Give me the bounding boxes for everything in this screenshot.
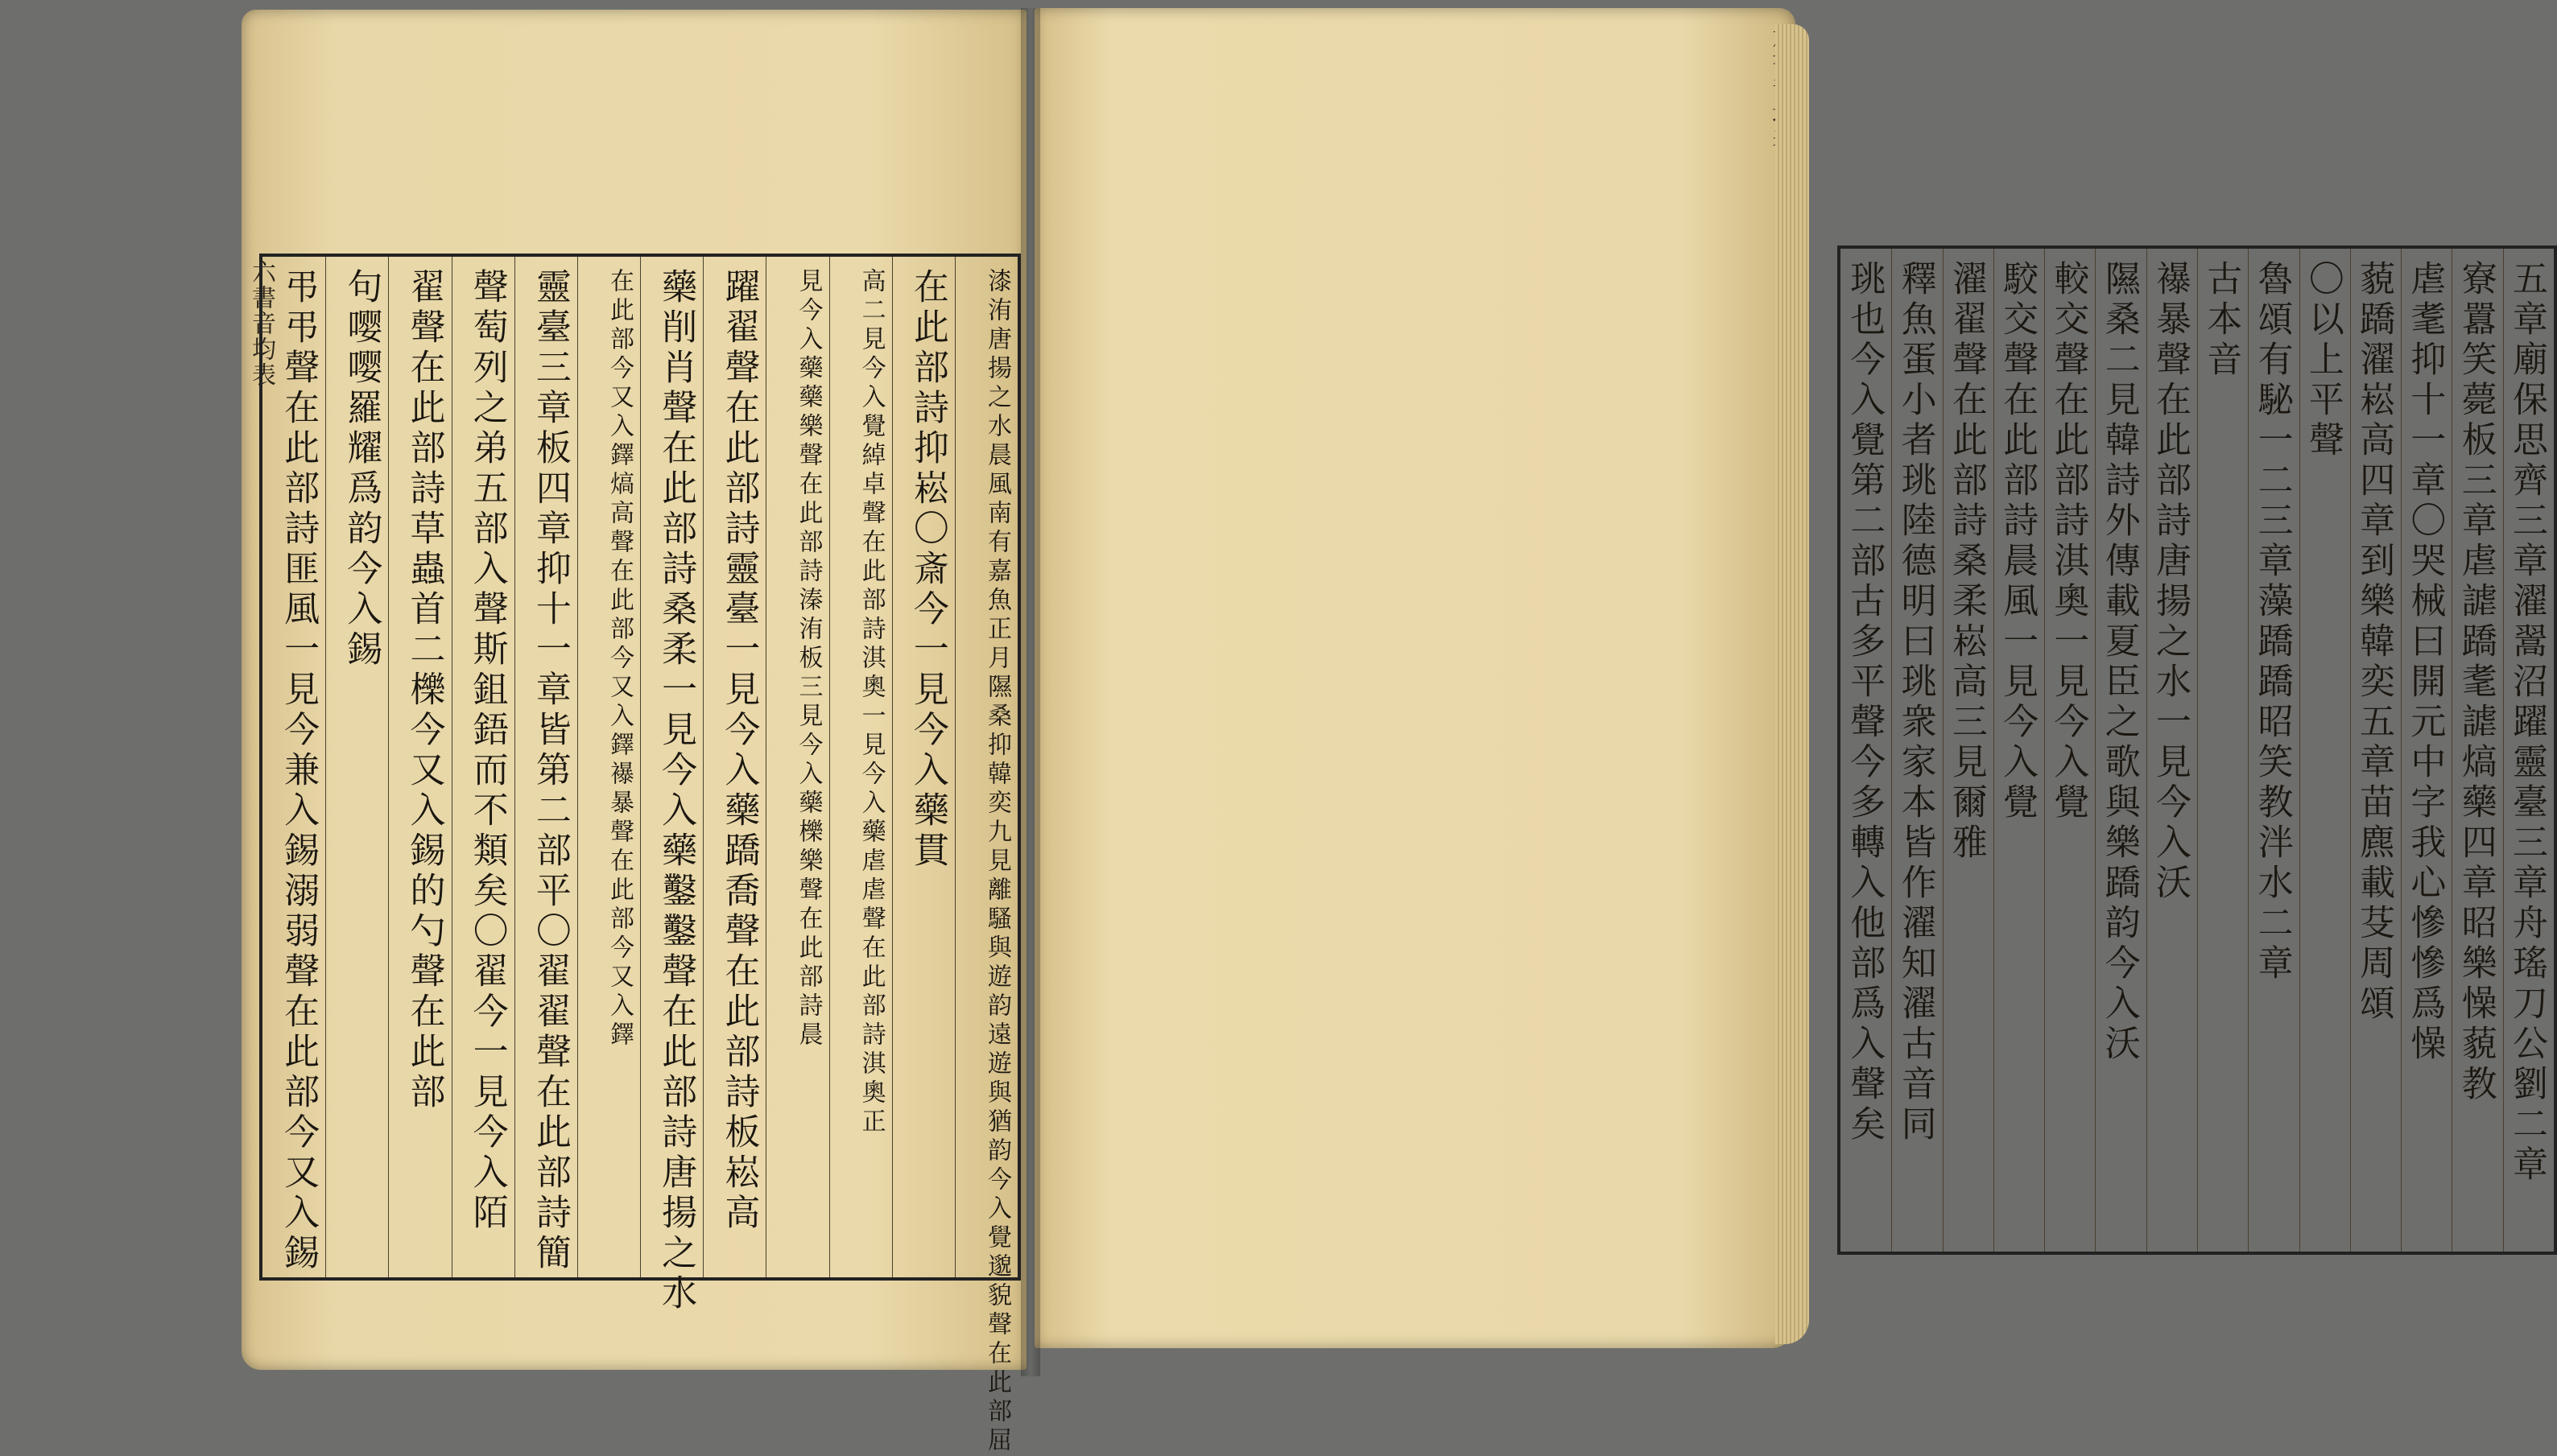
left-column-rule [703,257,704,1277]
right-text-column: 釋魚蛋小者珧陸德明曰珧衆家本皆作濯知濯古音同 [1894,260,1936,1145]
left-column-rule [640,257,641,1277]
left-text-column: 藥削肖聲在此部詩桑柔一見今入藥鑿鑿聲在此部詩唐揚之水 [655,268,697,1314]
right-text-column: 魯頌有駜一二三章藻蹻蹻昭笑教泮水二章 [2251,260,2293,984]
right-column-rule [1891,249,1892,1252]
right-page [1035,8,2547,1348]
right-text-frame [1837,245,2557,1255]
left-column-rule [388,257,389,1277]
left-text-column: 靈臺三章板四章抑十一章皆第二部平〇翟翟聲在此部詩簡 [529,268,571,1274]
left-text-column: 在此部詩抑崧〇斎今一見今入藥貫 [907,268,948,872]
right-column-rule [2503,249,2504,1252]
right-column-rule [2248,249,2249,1252]
right-text-column: 隰桑二見韓詩外傳載夏臣之歌與樂蹻韵今入沃 [2098,260,2140,1065]
right-text-column: 古本音 [2200,260,2242,381]
right-text-column: 五章廟保思齊三章濯翯沼躍靈臺三章舟瑤刀公劉二章 [2505,260,2547,1186]
left-column-rule [325,257,326,1277]
left-text-column: 高二見今入覺綽卓聲在此部詩淇奧一見今入藥虐虐聲在此部詩淇奧正 [857,268,886,1137]
right-text-column: 藐蹻濯崧高四章到樂韓奕五章苗麃載芟周頌 [2353,260,2395,1025]
right-column-rule [1993,249,1994,1252]
right-text-column: 珧也今入覺第二部古多平聲今多轉入他部爲入聲矣 [1844,260,1886,1145]
left-column-rule [577,257,578,1277]
right-column-rule [2095,249,2096,1252]
right-column-rule [2299,249,2300,1252]
left-page [242,10,1027,1456]
left-text-column: 漆洧唐揚之水晨風南有嘉魚正月隰桑抑韓奕九見離騷與遊韵遠遊與猶韵今入覺邈貌聲在此部屈 [982,268,1011,1456]
right-text-column: 較交聲在此部詩淇奧一見今入覺 [2047,260,2089,823]
left-text-column: 躍翟聲在此部詩靈臺一見今入藥蹻喬聲在此部詩板崧高 [718,268,760,1234]
right-text-column: 〇以上平聲 [2302,260,2344,461]
right-text-column: 襮暴聲在此部詩唐揚之水一見今入沃 [2149,260,2191,904]
left-text-frame [259,254,1021,1456]
right-text-column: 寮囂笑薨板三章虐謔蹻耄謔熇藥四章昭樂懆藐教 [2455,260,2497,1105]
open-book [242,8,2547,1456]
right-text-column: 虐耄抑十一章〇哭械曰開元中字我心慘慘爲懆 [2404,260,2446,1065]
left-margin-label: 六書音均表 [247,259,275,388]
right-column-rule [2044,249,2045,1252]
left-column-rule [514,257,515,1277]
right-column-rule [2146,249,2147,1252]
left-column-rule [955,257,956,1277]
left-text-column: 見今入藥藥樂聲在此部詩溱洧板三見今入藥櫟樂聲在此部詩晨 [794,268,823,1050]
left-text-column: 聲萄列之弟五部入聲斯鉏鋙而不類矣〇翟今一見今入陌 [466,268,508,1234]
right-text-column: 駮交聲在此部詩晨風一見今入覺 [1997,260,2039,823]
left-text-column: 弔弔聲在此部詩匪風一見今兼入錫溺弱聲在此部今又入錫 [278,268,320,1274]
right-column-rule [2350,249,2351,1252]
left-text-column: 翟聲在此部詩草蟲首二櫟今又入錫的勺聲在此部 [403,268,445,1113]
right-column-rule [2197,249,2198,1252]
book-gutter [1021,8,1040,1376]
right-column-rule [1943,249,1944,1252]
left-text-column: 在此部今又入鐸熇高聲在此部今又入鐸襮暴聲在此部今又入鐸 [605,268,634,1050]
page-edges [1775,24,1809,1344]
right-column-rule [2401,249,2402,1252]
left-column-rule [829,257,830,1277]
left-text-column: 句嘤嘤羅耀爲韵今入錫 [341,268,382,670]
left-column-rule [892,257,893,1277]
right-text-column: 濯翟聲在此部詩桑柔崧高三見爾雅 [1945,260,1987,864]
